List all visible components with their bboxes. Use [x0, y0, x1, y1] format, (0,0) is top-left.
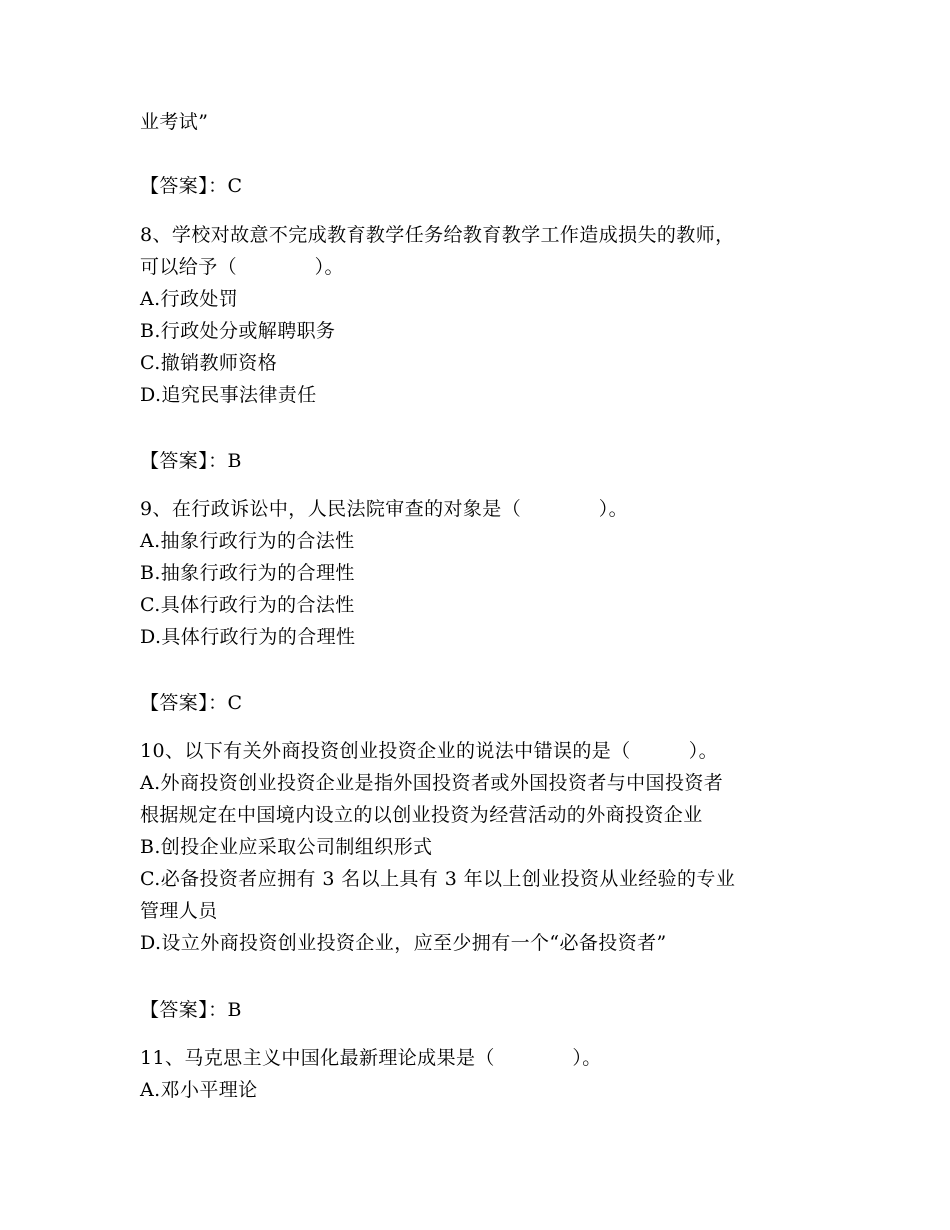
- question-10-option-c-line-2: 管理人员: [140, 900, 218, 922]
- question-9-option-d: D.具体行政行为的合理性: [140, 626, 356, 648]
- question-8-stem-line-2: 可以给予（ ）。: [140, 256, 344, 278]
- question-8-option-d: D.追究民事法律责任: [140, 384, 317, 406]
- question-10-option-b: B.创投企业应采取公司制组织形式: [140, 836, 433, 858]
- continuation-text: 业考试”: [140, 111, 209, 133]
- question-9-option-c: C.具体行政行为的合法性: [140, 594, 355, 616]
- question-8-stem-line-1: 8、学校对故意不完成教育教学任务给教育教学工作造成损失的教师，: [140, 224, 735, 246]
- question-11-stem-line-1: 11、马克思主义中国化最新理论成果是（ ）。: [140, 1047, 602, 1069]
- question-9-option-b: B.抽象行政行为的合理性: [140, 562, 355, 584]
- answer-q10: 【答案】：B: [140, 999, 242, 1021]
- answer-q7: 【答案】：C: [140, 175, 243, 197]
- question-10-stem-line-1: 10、以下有关外商投资创业投资企业的说法中错误的是（ ）。: [140, 740, 719, 762]
- question-9-stem-line-1: 9、在行政诉讼中，人民法院审查的对象是（ ）。: [140, 498, 628, 520]
- question-8-option-b: B.行政处分或解聘职务: [140, 320, 336, 342]
- question-11-option-a: A.邓小平理论: [140, 1079, 258, 1101]
- question-10-option-a-line-2: 根据规定在中国境内设立的以创业投资为经营活动的外商投资企业: [140, 804, 703, 826]
- question-9-option-a: A.抽象行政行为的合法性: [140, 530, 355, 552]
- question-10-option-a-line-1: A.外商投资创业投资企业是指外国投资者或外国投资者与中国投资者: [140, 772, 724, 794]
- question-10-option-d: D.设立外商投资创业投资企业，应至少拥有一个“必备投资者”: [140, 932, 667, 954]
- answer-q8: 【答案】：B: [140, 450, 242, 472]
- question-8-option-a: A.行政处罚: [140, 288, 239, 310]
- answer-q9: 【答案】：C: [140, 692, 243, 714]
- question-10-option-c-line-1: C.必备投资者应拥有 3 名以上具有 3 年以上创业投资从业经验的专业: [140, 868, 736, 890]
- question-8-option-c: C.撤销教师资格: [140, 352, 278, 374]
